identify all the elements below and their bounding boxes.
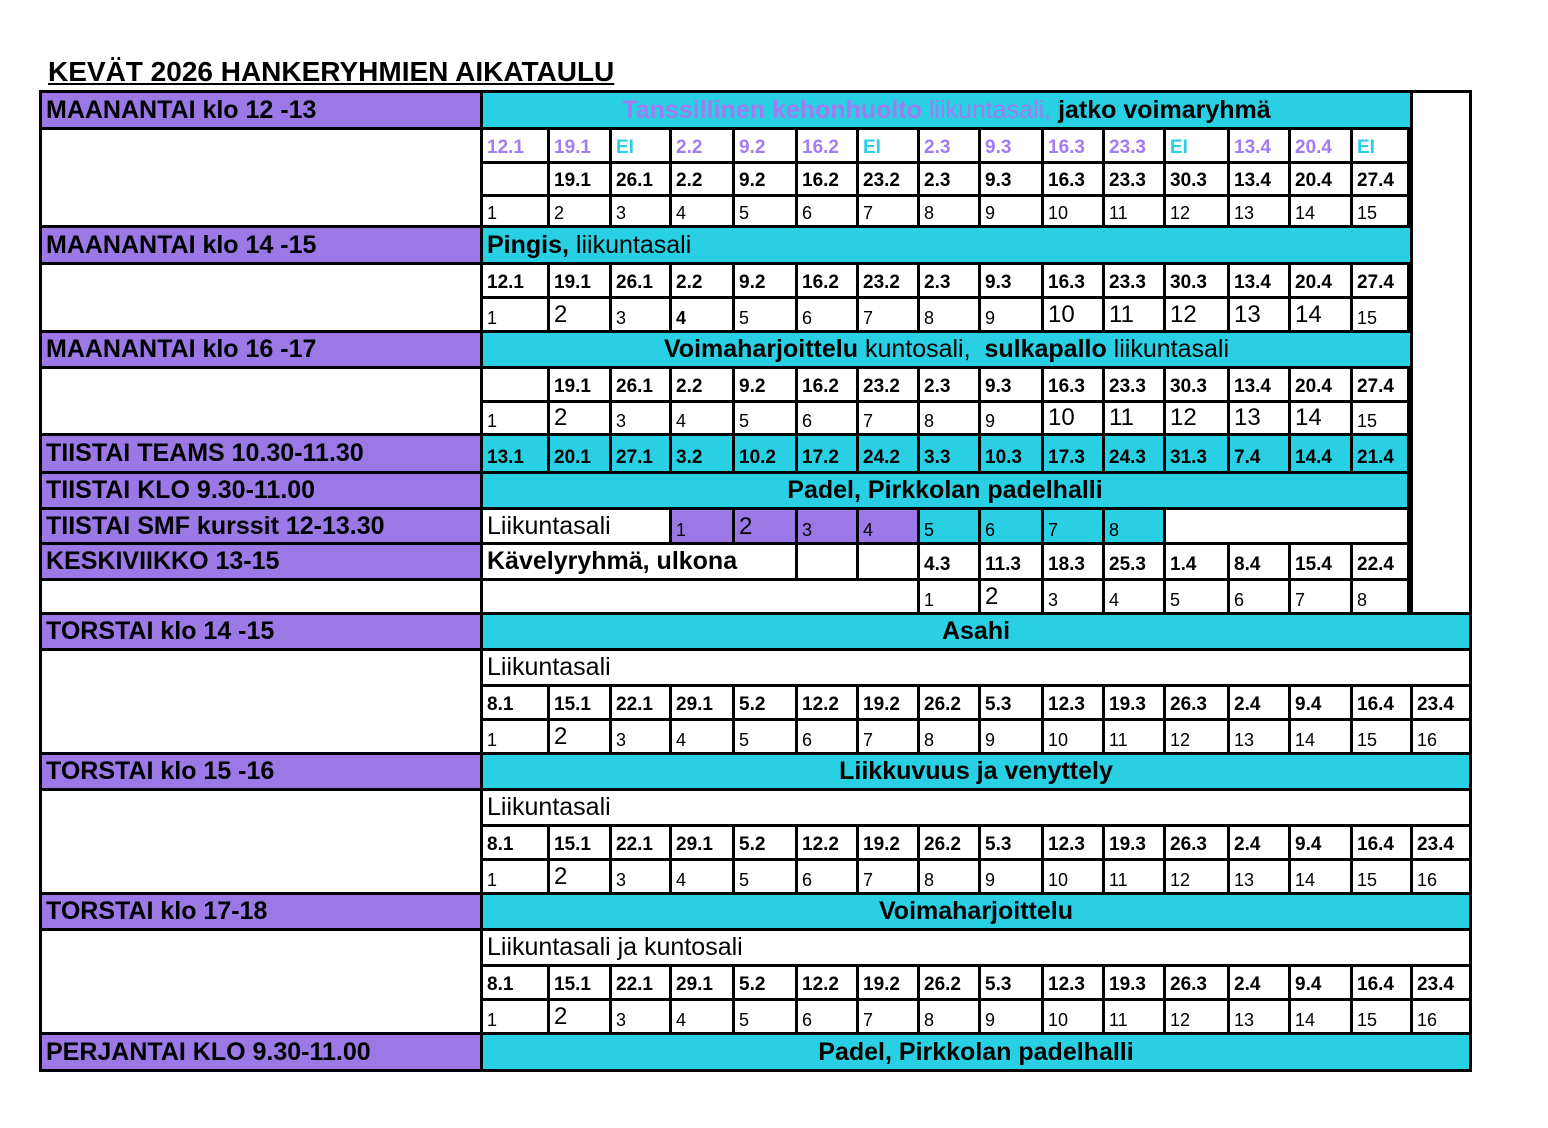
date-mon12-a-2: 19.1 [547,127,609,161]
date-thursday-17-11: 19.3 [1102,964,1163,998]
num-mon14-11: 11 [1102,296,1163,330]
date-tue-teams-7: 24.2 [856,433,917,471]
date-thursday-17-2: 15.1 [547,964,609,998]
date-thursday-15-10: 12.3 [1041,824,1102,858]
date-mon16-14: 20.4 [1288,366,1350,400]
banner-text-a: Pingis, [487,230,569,259]
num-thursday-17-15: 15 [1350,998,1410,1032]
num-wed-6: 6 [1227,578,1288,612]
banner-text-a: Voimaharjoittelu [663,335,858,363]
date-tue-teams-11: 24.3 [1102,433,1163,471]
num-tue-smf-8: 8 [1102,507,1163,542]
num-thursday-14-11: 11 [1102,718,1163,752]
date-thursday-15-15: 16.4 [1350,824,1410,858]
date-mon14-12: 30.3 [1163,262,1227,296]
num-mon12-10: 10 [1041,194,1102,225]
num-mon16-3: 3 [609,400,669,433]
date-mon14-4: 2.2 [669,262,732,296]
date-mon16-8: 2.3 [917,366,978,400]
date-tue-teams-14: 14.4 [1288,433,1350,471]
date-mon14-1: 12.1 [480,262,547,296]
num-wed-3: 3 [1041,578,1102,612]
date-thursday-17-14: 9.4 [1288,964,1350,998]
num-thursday-15-4: 4 [669,858,732,892]
num-mon16-11: 11 [1102,400,1163,433]
num-mon16-2: 2 [547,400,609,433]
banner-monday-14 [480,225,1410,262]
date-thursday-14-11: 19.3 [1102,684,1163,718]
date-thursday-17-8: 26.2 [917,964,978,998]
num-mon14-1: 1 [480,296,547,330]
date-mon14-9: 9.3 [978,262,1041,296]
num-thursday-17-10: 10 [1041,998,1102,1032]
date-mon14-13: 13.4 [1227,262,1288,296]
banner-text-c: jatko voimaryhmä [1051,95,1271,124]
num-mon16-8: 8 [917,400,978,433]
num-mon12-9: 9 [978,194,1041,225]
num-thursday-15-9: 9 [978,858,1041,892]
date-mon12-b-14: 20.4 [1288,161,1350,194]
page-title: KEVÄT 2026 HANKERYHMIEN AIKATAULU [48,56,615,87]
num-mon16-5: 5 [732,400,795,433]
date-thursday-15-6: 12.2 [795,824,856,858]
date-mon12-b-9: 9.3 [978,161,1041,194]
date-mon12-a-8: 2.3 [917,127,978,161]
banner-text-c: sulkapallo [977,335,1107,363]
num-mon16-1: 1 [480,400,547,433]
date-thursday-17-9: 5.3 [978,964,1041,998]
date-mon12-a-14: 20.4 [1288,127,1350,161]
date-mon16-3: 26.1 [609,366,669,400]
num-mon16-15: 15 [1350,400,1410,433]
date-thursday-14-5: 5.2 [732,684,795,718]
num-mon14-7: 7 [856,296,917,330]
date-wed-2: 11.3 [978,542,1041,578]
row-spacer-monday-14 [39,262,480,330]
num-tue-smf-1: 1 [669,507,732,542]
num-thursday-17-16: 16 [1410,998,1472,1032]
date-wed-5: 1.4 [1163,542,1227,578]
num-wed-1: 1 [917,578,978,612]
num-thursday-17-2: 2 [547,998,609,1032]
date-mon12-b-12: 30.3 [1163,161,1227,194]
date-wed-1: 4.3 [917,542,978,578]
date-tue-teams-5: 10.2 [732,433,795,471]
date-mon12-b-8: 2.3 [917,161,978,194]
date-thursday-14-3: 22.1 [609,684,669,718]
banner-monday-16 [480,330,1410,366]
num-mon14-3: 3 [609,296,669,330]
date-mon12-a-9: 9.3 [978,127,1041,161]
date-thursday-15-11: 19.3 [1102,824,1163,858]
num-tue-smf-2: 2 [732,507,795,542]
date-mon16-9: 9.3 [978,366,1041,400]
date-mon14-5: 9.2 [732,262,795,296]
date-mon12-b-5: 9.2 [732,161,795,194]
place-thursday-15: Liikuntasali [480,788,1472,824]
num-thursday-14-4: 4 [669,718,732,752]
wednesday-blank-1 [795,542,856,578]
date-thursday-14-1: 8.1 [480,684,547,718]
row-label-wednesday: KESKIVIIKKO 13-15 [39,542,480,578]
date-mon12-a-4: 2.2 [669,127,732,161]
date-thursday-15-14: 9.4 [1288,824,1350,858]
date-thursday-15-8: 26.2 [917,824,978,858]
date-thursday-17-13: 2.4 [1227,964,1288,998]
num-thursday-17-3: 3 [609,998,669,1032]
date-mon16-15: 27.4 [1350,366,1410,400]
num-thursday-15-1: 1 [480,858,547,892]
num-mon12-1: 1 [480,194,547,225]
num-mon16-13: 13 [1227,400,1288,433]
num-mon12-4: 4 [669,194,732,225]
date-thursday-17-4: 29.1 [669,964,732,998]
num-thursday-17-1: 1 [480,998,547,1032]
row-label-tuesday-teams: TIISTAI TEAMS 10.30-11.30 [39,433,480,471]
banner-monday-12 [480,90,1410,127]
date-thursday-14-14: 9.4 [1288,684,1350,718]
date-mon12-b-3: 26.1 [609,161,669,194]
row-spacer-thursday-14 [39,648,480,752]
num-thursday-17-12: 12 [1163,998,1227,1032]
num-wed-5: 5 [1163,578,1227,612]
date-mon14-11: 23.3 [1102,262,1163,296]
row-spacer-wednesday [39,578,480,612]
date-thursday-14-6: 12.2 [795,684,856,718]
num-mon14-14: 14 [1288,296,1350,330]
row-label-monday-16: MAANANTAI klo 16 -17 [39,330,480,366]
date-mon12-a-15: EI [1350,127,1410,161]
date-thursday-15-9: 5.3 [978,824,1041,858]
date-mon12-b-11: 23.3 [1102,161,1163,194]
date-mon12-b-2: 19.1 [547,161,609,194]
num-mon12-14: 14 [1288,194,1350,225]
num-thursday-15-11: 11 [1102,858,1163,892]
num-thursday-15-14: 14 [1288,858,1350,892]
date-mon16-11: 23.3 [1102,366,1163,400]
num-thursday-15-10: 10 [1041,858,1102,892]
num-thursday-17-5: 5 [732,998,795,1032]
date-tue-teams-2: 20.1 [547,433,609,471]
date-wed-8: 22.4 [1350,542,1410,578]
date-mon14-2: 19.1 [547,262,609,296]
date-tue-teams-1: 13.1 [480,433,547,471]
banner-thursday-14: Asahi [480,612,1472,648]
banner-text-a: Tanssillinen kehonhuolto [622,95,922,124]
num-tue-smf-4: 4 [856,507,917,542]
date-tue-teams-6: 17.2 [795,433,856,471]
row-label-thursday-15: TORSTAI klo 15 -16 [39,752,480,788]
place-tuesday-smf: Liikuntasali [480,507,669,542]
date-thursday-14-2: 15.1 [547,684,609,718]
num-thursday-17-11: 11 [1102,998,1163,1032]
date-mon12-a-7: EI [856,127,917,161]
date-thursday-17-1: 8.1 [480,964,547,998]
date-thursday-17-3: 22.1 [609,964,669,998]
date-thursday-15-12: 26.3 [1163,824,1227,858]
date-tue-teams-8: 3.3 [917,433,978,471]
row-label-tuesday-smf: TIISTAI SMF kurssit 12-13.30 [39,507,480,542]
num-mon12-12: 12 [1163,194,1227,225]
date-tue-teams-13: 7.4 [1227,433,1288,471]
date-mon16-6: 16.2 [795,366,856,400]
date-mon14-6: 16.2 [795,262,856,296]
date-tue-teams-15: 21.4 [1350,433,1410,471]
num-mon16-6: 6 [795,400,856,433]
num-thursday-14-3: 3 [609,718,669,752]
date-thursday-17-5: 5.2 [732,964,795,998]
date-thursday-17-6: 12.2 [795,964,856,998]
date-mon16-5: 9.2 [732,366,795,400]
schedule-table [39,90,1475,1073]
date-thursday-15-1: 8.1 [480,824,547,858]
num-thursday-15-7: 7 [856,858,917,892]
num-thursday-17-7: 7 [856,998,917,1032]
date-thursday-14-8: 26.2 [917,684,978,718]
date-mon12-a-1: 12.1 [480,127,547,161]
date-thursday-15-5: 5.2 [732,824,795,858]
date-mon14-10: 16.3 [1041,262,1102,296]
date-mon12-b-6: 16.2 [795,161,856,194]
date-thursday-17-7: 19.2 [856,964,917,998]
num-thursday-15-5: 5 [732,858,795,892]
num-thursday-15-15: 15 [1350,858,1410,892]
banner-friday-padel: Padel, Pirkkolan padelhalli [480,1032,1472,1072]
date-mon16-13: 13.4 [1227,366,1288,400]
date-mon12-a-12: EI [1163,127,1227,161]
date-wed-4: 25.3 [1102,542,1163,578]
row-label-thursday-17: TORSTAI klo 17-18 [39,892,480,928]
num-mon12-7: 7 [856,194,917,225]
date-thursday-15-3: 22.1 [609,824,669,858]
num-mon14-9: 9 [978,296,1041,330]
date-mon14-7: 23.2 [856,262,917,296]
date-wed-6: 8.4 [1227,542,1288,578]
date-mon12-a-13: 13.4 [1227,127,1288,161]
num-mon12-13: 13 [1227,194,1288,225]
date-thursday-14-10: 12.3 [1041,684,1102,718]
date-mon12-b-7: 23.2 [856,161,917,194]
num-thursday-14-8: 8 [917,718,978,752]
date-tue-teams-9: 10.3 [978,433,1041,471]
wednesday-spacer [480,578,917,612]
date-wed-7: 15.4 [1288,542,1350,578]
num-thursday-15-12: 12 [1163,858,1227,892]
date-thursday-14-4: 29.1 [669,684,732,718]
num-thursday-14-5: 5 [732,718,795,752]
num-mon16-7: 7 [856,400,917,433]
date-wed-3: 18.3 [1041,542,1102,578]
num-mon14-10: 10 [1041,296,1102,330]
place-thursday-17: Liikuntasali ja kuntosali [480,928,1472,964]
num-thursday-14-9: 9 [978,718,1041,752]
num-thursday-14-13: 13 [1227,718,1288,752]
row-label-tuesday-klo: TIISTAI KLO 9.30-11.00 [39,471,480,507]
right-blank [1410,127,1472,612]
wednesday-blank-2 [856,542,917,578]
num-mon12-11: 11 [1102,194,1163,225]
num-mon14-8: 8 [917,296,978,330]
date-thursday-14-7: 19.2 [856,684,917,718]
date-mon12-b-15: 27.4 [1350,161,1410,194]
row-label-monday-12: MAANANTAI klo 12 -13 [39,90,480,127]
num-thursday-15-8: 8 [917,858,978,892]
num-thursday-14-10: 10 [1041,718,1102,752]
num-thursday-14-14: 14 [1288,718,1350,752]
num-thursday-17-13: 13 [1227,998,1288,1032]
date-mon12-b-4: 2.2 [669,161,732,194]
num-wed-2: 2 [978,578,1041,612]
num-mon16-12: 12 [1163,400,1227,433]
date-thursday-14-12: 26.3 [1163,684,1227,718]
place-thursday-14: Liikuntasali [480,648,1472,684]
num-thursday-14-2: 2 [547,718,609,752]
num-mon14-6: 6 [795,296,856,330]
date-thursday-15-7: 19.2 [856,824,917,858]
num-mon14-15: 15 [1350,296,1410,330]
num-mon12-15: 15 [1350,194,1410,225]
num-thursday-15-3: 3 [609,858,669,892]
banner-thursday-17: Voimaharjoittelu [480,892,1472,928]
num-wed-8: 8 [1350,578,1410,612]
num-thursday-15-13: 13 [1227,858,1288,892]
tuesday-smf-blank [1163,507,1410,542]
place-wednesday: Kävelyryhmä, ulkona [480,542,795,578]
num-thursday-17-14: 14 [1288,998,1350,1032]
banner-tuesday-padel: Padel, Pirkkolan padelhalli [480,471,1410,507]
row-spacer-thursday-15 [39,788,480,892]
num-thursday-14-1: 1 [480,718,547,752]
num-thursday-17-4: 4 [669,998,732,1032]
num-mon14-13: 13 [1227,296,1288,330]
row-spacer-monday-16 [39,366,480,433]
row-spacer-monday-12 [39,127,480,225]
date-thursday-14-15: 16.4 [1350,684,1410,718]
date-mon16-2: 19.1 [547,366,609,400]
date-mon12-b-1 [480,161,547,194]
date-mon12-b-13: 13.4 [1227,161,1288,194]
num-tue-smf-7: 7 [1041,507,1102,542]
banner-text-b: kuntosali, [858,335,978,363]
num-mon12-3: 3 [609,194,669,225]
date-thursday-15-13: 2.4 [1227,824,1288,858]
row-spacer-thursday-17 [39,928,480,1032]
date-mon16-10: 16.3 [1041,366,1102,400]
date-mon12-a-10: 16.3 [1041,127,1102,161]
num-mon14-5: 5 [732,296,795,330]
num-tue-smf-3: 3 [795,507,856,542]
date-tue-teams-3: 27.1 [609,433,669,471]
date-mon16-12: 30.3 [1163,366,1227,400]
date-mon14-15: 27.4 [1350,262,1410,296]
num-thursday-17-6: 6 [795,998,856,1032]
num-thursday-15-6: 6 [795,858,856,892]
date-mon16-1 [480,366,547,400]
num-mon12-2: 2 [547,194,609,225]
num-mon12-8: 8 [917,194,978,225]
date-mon16-7: 23.2 [856,366,917,400]
num-thursday-14-16: 16 [1410,718,1472,752]
date-thursday-17-10: 12.3 [1041,964,1102,998]
banner-text-d: liikuntasali [1106,335,1230,363]
num-wed-7: 7 [1288,578,1350,612]
num-thursday-14-7: 7 [856,718,917,752]
row-label-thursday-14: TORSTAI klo 14 -15 [39,612,480,648]
row-label-friday: PERJANTAI KLO 9.30-11.00 [39,1032,480,1072]
num-thursday-15-16: 16 [1410,858,1472,892]
num-mon14-12: 12 [1163,296,1227,330]
date-mon12-a-11: 23.3 [1102,127,1163,161]
banner-text-b: liikuntasali [568,230,692,259]
num-mon12-5: 5 [732,194,795,225]
num-mon16-9: 9 [978,400,1041,433]
num-mon12-6: 6 [795,194,856,225]
num-tue-smf-6: 6 [978,507,1041,542]
row-label-monday-14: MAANANTAI klo 14 -15 [39,225,480,262]
date-mon14-14: 20.4 [1288,262,1350,296]
num-thursday-15-2: 2 [547,858,609,892]
num-wed-4: 4 [1102,578,1163,612]
date-mon12-a-3: EI [609,127,669,161]
date-thursday-14-13: 2.4 [1227,684,1288,718]
date-mon12-a-5: 9.2 [732,127,795,161]
date-thursday-17-12: 26.3 [1163,964,1227,998]
date-thursday-17-16: 23.4 [1410,964,1472,998]
num-mon16-14: 14 [1288,400,1350,433]
date-mon14-3: 26.1 [609,262,669,296]
banner-thursday-15: Liikkuvuus ja venyttely [480,752,1472,788]
num-mon14-2: 2 [547,296,609,330]
right-blank-top [1410,90,1472,127]
num-thursday-14-15: 15 [1350,718,1410,752]
date-mon12-a-6: 16.2 [795,127,856,161]
date-tue-teams-12: 31.3 [1163,433,1227,471]
num-mon16-10: 10 [1041,400,1102,433]
date-tue-teams-4: 3.2 [669,433,732,471]
num-thursday-14-6: 6 [795,718,856,752]
date-mon12-b-10: 16.3 [1041,161,1102,194]
num-mon14-4: 4 [669,296,732,330]
date-mon14-8: 2.3 [917,262,978,296]
num-tue-smf-5: 5 [917,507,978,542]
date-thursday-15-4: 29.1 [669,824,732,858]
banner-text-b: liikuntasali, [921,95,1052,124]
num-thursday-17-8: 8 [917,998,978,1032]
date-thursday-14-16: 23.4 [1410,684,1472,718]
date-thursday-14-9: 5.3 [978,684,1041,718]
date-thursday-15-16: 23.4 [1410,824,1472,858]
date-thursday-17-15: 16.4 [1350,964,1410,998]
num-mon16-4: 4 [669,400,732,433]
num-thursday-14-12: 12 [1163,718,1227,752]
num-thursday-17-9: 9 [978,998,1041,1032]
date-tue-teams-10: 17.3 [1041,433,1102,471]
date-thursday-15-2: 15.1 [547,824,609,858]
date-mon16-4: 2.2 [669,366,732,400]
